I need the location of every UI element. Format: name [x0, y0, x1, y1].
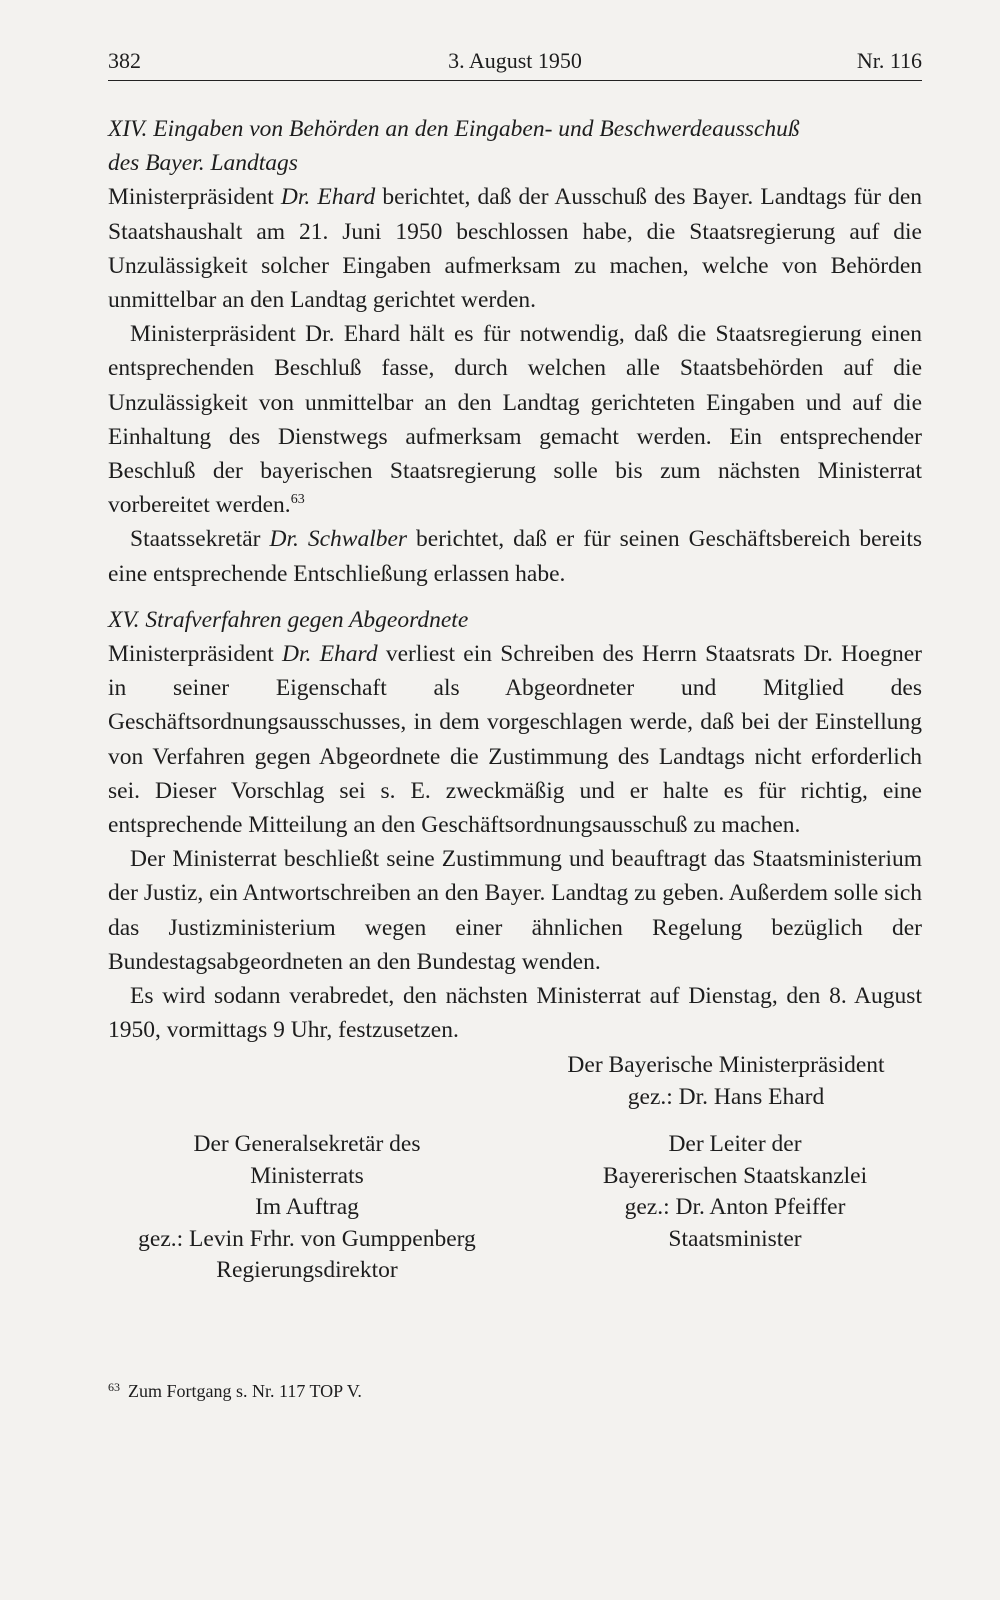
document-body — [108, 112, 922, 1047]
section-15-paragraph-2: Der Ministerrat beschließt seine Zustimmung und beauftragt das Staatsministerium der Justiz, ein Antwortschreiben an den Bayer. Landtag zu geben. Außerdem solle sich das Justizministerium wegen einer ähnlichen Regelung bezüglich der Bundestagsabgeordneten an den Bundestag wenden. — [108, 846, 922, 975]
text-run: Ministerpräsident — [108, 184, 281, 211]
section-15-paragraph-3: Es wird sodann verabredet, den nächsten Ministerrat auf Dienstag, den 8. August 1950, vormittags 9 Uhr, festzusetzen. — [108, 983, 922, 1044]
footnote-63 — [108, 1380, 362, 1402]
signature-line: Regierungsdirektor — [216, 1257, 398, 1283]
section-14-heading-line2: des Bayer. Landtags — [108, 150, 298, 177]
signature-line: gez.: Levin Frhr. von Gumppenberg — [138, 1225, 476, 1252]
signature-line: Bayererischen Staatskanzlei — [602, 1162, 868, 1189]
section-14-paragraph-1 — [108, 180, 922, 317]
section-15-paragraph-1 — [108, 637, 922, 842]
signature-line: Der Leiter der — [668, 1131, 802, 1157]
text-run: Staatssekretär — [130, 526, 270, 553]
person-name: Dr. Ehard — [280, 184, 376, 211]
signature-ministerpraesident — [532, 1050, 920, 1113]
text-run: Ministerpräsident Dr. Ehard hält es für notwendig, daß die Staatsregierung einen entsprechenden Beschluß fasse, durch welchen alle Staatsbehörden auf die Unzulässigkeit von unmittelbar an den Landtag gerichteten Eingaben und auf die Einhaltung des Dienstwegs aufmerksam gemacht werden. Ein entsprechender Beschluß der bayerischen Staatsregierung solle bis zum nächsten Ministerrat vorbereitet werden. — [108, 321, 922, 519]
signature-line: Staatsminister — [668, 1225, 802, 1252]
section-14-heading — [108, 112, 922, 180]
footnote-text: Zum Fortgang s. Nr. 117 TOP V. — [128, 1381, 362, 1401]
signature-generalsekretaer — [108, 1129, 506, 1287]
section-14-paragraph-2 — [108, 317, 922, 522]
person-name: Dr. Ehard — [282, 641, 378, 668]
running-header — [108, 46, 922, 81]
signature-line: gez.: Dr. Anton Pfeiffer — [624, 1194, 846, 1220]
signature-line: Im Auftrag — [255, 1194, 359, 1220]
text-run: berichtet, daß der Ausschuß des Bayer. Landtags für den Staatshaushalt am 21. Juni 1950 beschlossen habe, die Staatsregierung auf die Unzulässigkeit solcher Eingaben aufmerksam zu machen, welche von Behörden unmittelbar an den Landtag gerichtet werden. — [108, 184, 923, 314]
section-14-paragraph-3 — [108, 522, 922, 590]
signature-line: Der Bayerische Ministerpräsident — [567, 1052, 885, 1078]
signature-line: gez.: Dr. Hans Ehard — [627, 1083, 825, 1110]
section-15-heading: XV. Strafverfahren gegen Abgeordnete — [108, 606, 469, 633]
header-date: 3. August 1950 — [448, 48, 582, 73]
section-14-heading-line1: XIV. Eingaben von Behörden an den Eingaben- und Beschwerdeausschuß — [108, 116, 800, 142]
header-issue: Nr. 116 — [856, 48, 922, 73]
person-name: Dr. Schwalber — [269, 526, 408, 553]
signature-line: Ministerrats — [250, 1162, 364, 1189]
signature-staatskanzlei — [558, 1129, 912, 1255]
text-run: Ministerpräsident — [108, 641, 283, 668]
page-number: 382 — [108, 48, 141, 73]
footnote-number: 63 — [108, 1380, 120, 1394]
text-run: verliest ein Schreiben des Herrn Staatsrats Dr. Hoegner in seiner Eigenschaft als Abgeordneter und Mitglied des Geschäftsordnungsausschusses, in dem vorgeschlagen werde, daß bei der Einstellung von Verfahren gegen Abgeordnete die Zustimmung des Landtags nicht erforderlich sei. Dieser Vorschlag sei s. E. zweckmäßig und er halte es für richtig, eine entsprechende Mitteilung an den Geschäftsordnungsausschuß zu machen. — [108, 641, 922, 839]
text-run: berichtet, daß er für seinen Geschäftsbereich bereits eine entsprechende Entschließung erlassen habe. — [108, 526, 922, 587]
footnote-ref[interactable]: 63 — [290, 492, 305, 508]
signature-line: Der Generalsekretär des — [193, 1131, 421, 1157]
